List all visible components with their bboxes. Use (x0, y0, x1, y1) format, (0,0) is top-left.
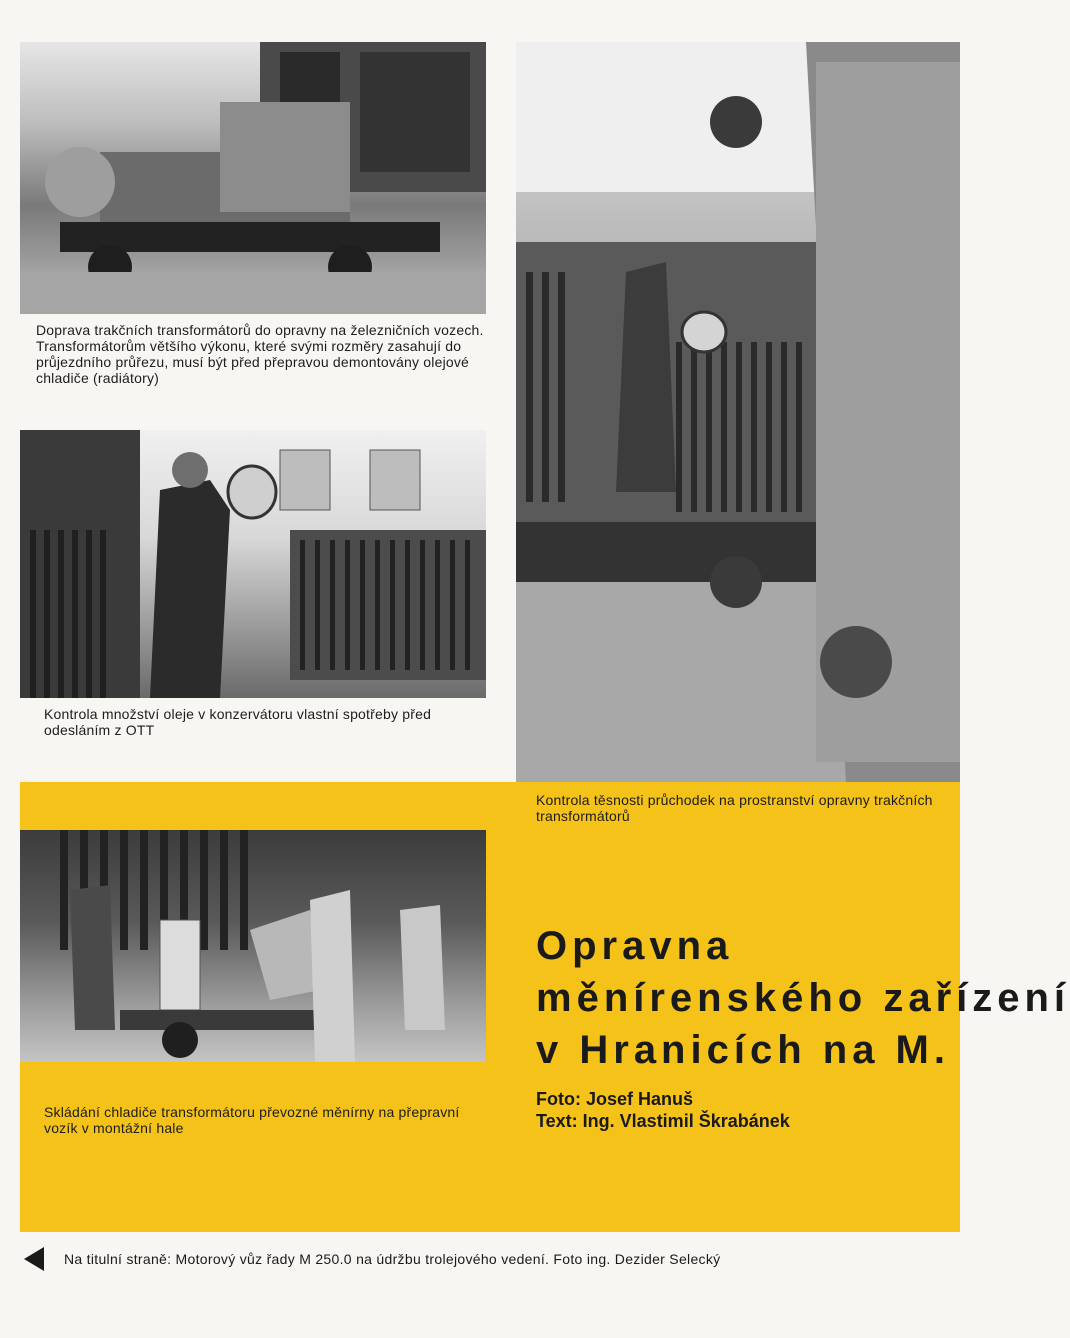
article-title-line-3: v Hranicích na M. (536, 1028, 950, 1072)
photo-oil-conservator-check (20, 430, 486, 698)
article-title-line-1: Opravna (536, 924, 734, 968)
photo-bushing-tightness-check (516, 42, 960, 782)
photo-credit: Foto: Josef Hanuš (536, 1089, 694, 1109)
photo-rail-wagon-transport (20, 42, 486, 314)
text-credit: Text: Ing. Vlastimil Škrabánek (536, 1111, 790, 1131)
article-title (536, 920, 1070, 1076)
cover-note-text: Na titulní straně: Motorový vůz řady M 250.0 na údržbu trolejového vedení. Foto ing. Dezider Selecký (64, 1251, 721, 1267)
caption-oil-conservator-check: Kontrola množství oleje v konzervátoru vlastní spotřeby před odesláním z OTT (44, 706, 432, 738)
caption-rail-wagon-transport: Doprava trakčních transformátorů do opravny na železničních vozech. Transformátorům většího výkonu, které svými rozměry zasahují do průjezdního průřezu, musí být před přepravou demontovány olejové chladiče (radiátory) (36, 322, 484, 386)
yellow-panel-bottom-left (20, 1062, 960, 1232)
article-title-line-2: měnírenského zařízení (536, 976, 1070, 1020)
article-credits (536, 1088, 790, 1132)
photo-radiator-assembly (20, 830, 486, 1062)
cover-note (24, 1244, 720, 1274)
caption-bushing-tightness-check: Kontrola těsnosti průchodek na prostranství opravny trakčních transformátorů (536, 792, 933, 824)
caption-radiator-assembly: Skládání chladiče transformátoru převozné měnírny na přepravní vozík v montážní hale (44, 1104, 460, 1136)
arrow-left-icon (24, 1247, 44, 1271)
